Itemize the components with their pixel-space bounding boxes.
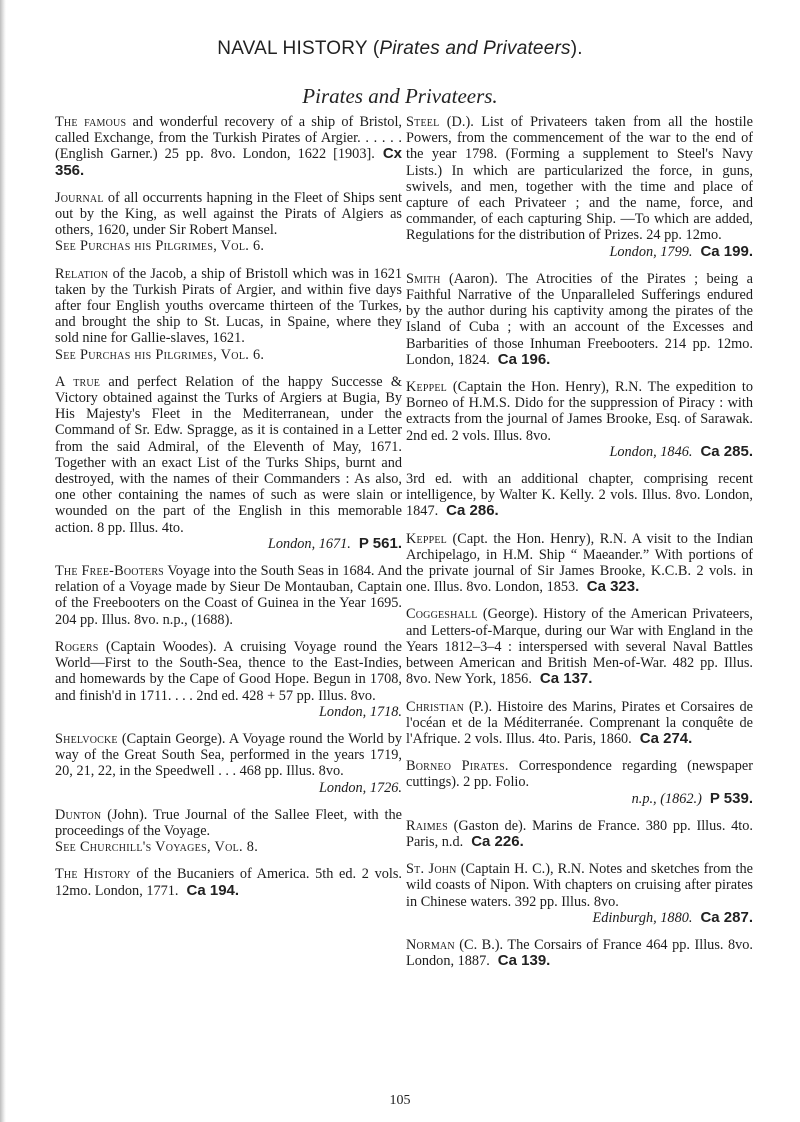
- entry-text: (Captain the Hon. Henry), R.N. The expedition to Borneo of H.M.S. Dido for the suppression of Piracy : with extracts from the journal of James Brooke, Esq. of Sarawak. 2nd ed. 2 vols. Illus. 8vo.: [406, 379, 753, 444]
- entry-text: (Captain H. C.), R.N. Notes and sketches from the wild coasts of Nipon. With chapters on cruising after pirates in Chinese waters. 392 pp. Illus. 8vo.: [406, 861, 753, 910]
- catalog-entry: [406, 861, 753, 926]
- entry-see: See Purchas his Pilgrimes, Vol. 6.: [55, 346, 265, 363]
- entry-see: See Churchill's Voyages, Vol. 8.: [55, 839, 259, 856]
- catalog-entry: [55, 639, 402, 720]
- entry-text: (Captain George). A Voyage round the World by way of the Great South Sea, performed in the years 1719, 20, 21, 22, in the Speedwell . . . 468 pp. Illus. 8vo.: [55, 730, 403, 780]
- catalog-entry: [406, 758, 753, 807]
- catalog-entry: [406, 531, 753, 596]
- shelf-code: Ca 196.: [497, 350, 551, 368]
- shelf-code: Cx 356.: [55, 145, 402, 179]
- section-title: Pirates and Privateers.: [302, 84, 498, 108]
- shelf-code: Ca 199.: [700, 242, 753, 260]
- entry-text: of all occurrents hapning in the Fleet of Ships sent out by the King, as well against the Pirats of Algiers as others, 1620, under Sir Robert Mansel.: [55, 189, 402, 239]
- entry-text: of the Bucaniers of America. 5th ed. 2 vols. 12mo. London, 1771.: [55, 866, 402, 899]
- entry-lead: The famous: [55, 114, 127, 130]
- entry-lead: The Free-Booters: [55, 563, 164, 580]
- entry-lead: Shelvocke: [55, 730, 118, 747]
- catalog-entry: [55, 266, 402, 363]
- shelf-code: Ca 139.: [497, 952, 551, 970]
- shelf-code: Ca 287.: [700, 908, 753, 926]
- entry-imprint: Edinburgh, 1880.: [592, 909, 693, 926]
- entry-see: See Purchas his Pilgrimes, Vol. 6.: [55, 238, 265, 255]
- shelf-code: Ca 286.: [446, 502, 499, 520]
- catalog-entry: [406, 699, 753, 748]
- shelf-code: P 561.: [358, 534, 402, 552]
- entry-lead: Coggeshall: [406, 606, 478, 623]
- catalog-entry: [55, 866, 402, 898]
- entry-imprint: London, 1726.: [318, 779, 402, 796]
- entry-lead: Christian: [406, 698, 465, 715]
- entry-lead: The History: [55, 866, 131, 883]
- entry-lead: Keppel: [406, 530, 447, 547]
- catalog-entry: [55, 114, 402, 179]
- catalog-entry: [55, 374, 402, 552]
- catalog-entry: [55, 190, 402, 255]
- running-header: [0, 38, 800, 60]
- shelf-code: Ca 137.: [539, 670, 593, 688]
- catalog-entry: [406, 937, 753, 969]
- shelf-code: P 539.: [709, 789, 753, 807]
- header-close: ).: [570, 38, 583, 59]
- entry-text: Correspondence regarding (newspaper cuttings). 2 pp. Folio.: [406, 758, 753, 791]
- entry-lead: Relation: [55, 265, 109, 282]
- page-edge-shadow: [0, 0, 6, 1122]
- catalog-entry: [406, 471, 753, 520]
- entry-text: and wonderful recovery of a ship of Bristol, called Exchange, from the Turkish Pirates of Argier. . . . . . (English Garner.) 25 pp. 8vo. London, 1622 [1903].: [55, 114, 402, 163]
- entry-lead: St. John: [406, 861, 457, 878]
- entry-text: (Gaston de). Marins de France. 380 pp. Illus. 4to. Paris, n.d.: [406, 817, 753, 850]
- header-main: NAVAL HISTORY (: [217, 38, 380, 59]
- entry-text: (C. B.). The Corsairs of France 464 pp. Illus. 8vo. London, 1887.: [406, 936, 753, 970]
- shelf-code: Ca 226.: [471, 832, 524, 850]
- entry-text: (Captain Woodes). A cruising Voyage round the World—First to the South-Sea, thence to the East-Indies, and homewards by the Cape of Good Hope. Begun in 1708, and finish'd in 1711. . . . 2nd ed. 428 + 57 pp. Illus. 8vo.: [55, 638, 402, 704]
- catalog-entry: [406, 818, 753, 850]
- entry-text: (John). True Journal of the Sallee Fleet, with the proceedings of the Voyage.: [55, 806, 402, 839]
- entry-imprint: London, 1718.: [318, 703, 402, 720]
- entry-lead: Keppel: [406, 379, 447, 396]
- entry-text: Voyage into the South Seas in 1684. And relation of a Voyage made by Sieur De Montauban, Captain of the Freebooters on the Coast of Guinea in the Year 1695. 204 pp. Illus. 8vo. n.p., (1688).: [55, 563, 402, 628]
- entry-lead: Raimes: [406, 817, 448, 834]
- entry-lead: Borneo Pirates.: [406, 758, 509, 775]
- entry-text: (Capt. the Hon. Henry), R.N. A visit to the Indian Archipelago, in H.M. Ship “ Maeander.” With portions of the private journal of Sir James Brooke, K.C.B. 2 vols. in one. Illus. 8vo. London, 1853.: [406, 530, 753, 596]
- entry-lead: Journal: [55, 189, 104, 206]
- catalog-entry: [406, 114, 753, 260]
- catalog-entry: [406, 379, 753, 460]
- entry-imprint: London, 1671.: [267, 535, 351, 552]
- page-number: 105: [389, 1093, 411, 1108]
- catalog-entry: [55, 807, 402, 856]
- shelf-code: Ca 323.: [586, 578, 640, 596]
- entry-text: and perfect Relation of the happy Successe & Victory obtained against the Turks of Argiers at Bugia, By His Majesty's Fleet in the Mediterranean, under the Command of Sr. Edw. Spragge, as it is contained in a Letter from the said Admiral, of the Eleventh of May, 1671. Together with an exact List of the Turks Ships, burnt and destroyed, with the names of their Commanders : As also, one other containing the names of such as were slain or wounded on the part of the English in this memorable action. 8 pp. Illus. 4to.: [55, 373, 403, 536]
- right-column: [406, 114, 753, 980]
- entry-lead: Steel: [406, 114, 440, 130]
- catalog-entry: [406, 606, 753, 687]
- shelf-code: Ca 285.: [700, 442, 753, 460]
- entry-lead: A true: [55, 373, 101, 390]
- entry-imprint: n.p., (1862.): [631, 790, 702, 807]
- entry-imprint: London, 1799.: [609, 243, 693, 260]
- left-column: [55, 114, 402, 910]
- entry-text: (P.). Histoire des Marins, Pirates et Corsaires de l'océan et de la Méditerranée. Comprenant la conquête de l'Afrique. 2 vols. Illus. 4to. Paris, 1860.: [406, 698, 753, 747]
- catalog-entry: [55, 731, 402, 796]
- entry-text: 3rd ed. with an additional chapter, comprising recent intelligence, by Walter K. Kelly. 2 vols. Illus. 8vo. London, 1847.: [406, 471, 753, 520]
- header-subtitle: Pirates and Privateers: [379, 38, 571, 59]
- entry-lead: Rogers: [55, 638, 99, 655]
- catalog-entry: [55, 563, 402, 628]
- entry-text: (D.). List of Privateers taken from all the hostile Powers, from the commencement of the war to the end of the year 1798. (Forming a supplement to Steel's Navy Lists.) In which are particularized the force, in guns, swivels, and men, together with the time and place of capture of each Privateer ; and the name, force, and commander, of each capturing Ship. —To which are added, Regulations for the distribution of Prizes. 24 pp. 12mo.: [406, 114, 753, 244]
- entry-lead: Norman: [406, 936, 455, 953]
- entry-text: (Aaron). The Atrocities of the Pirates ; being a Faithful Narrative of the Unparalleled Sufferings endured by the author during his captivity among the pirates of the Island of Cuba ; with an account of the Excesses and Barbarities of those Inhuman Freebooters. 214 pp. 12mo. London, 1824.: [406, 270, 753, 368]
- catalog-entry: [406, 271, 753, 368]
- shelf-code: Ca 274.: [639, 729, 693, 747]
- shelf-code: Ca 194.: [186, 881, 240, 899]
- entry-imprint: London, 1846.: [609, 443, 693, 460]
- entry-lead: Dunton: [55, 806, 102, 823]
- entry-lead: Smith: [406, 270, 441, 287]
- entry-text: of the Jacob, a ship of Bristoll which was in 1621 taken by the Turkish Pirats of Argier, and within five days after four English youths overcame thirteen of the Turkes, and brought the ship to St. Lucas, in Spaine, where they sold nine for Gallie-slaves, 1621.: [55, 265, 403, 347]
- entry-text: (George). History of the American Privateers, and Letters-of-Marque, during our War with England in the Years 1812–3–4 : interspersed with several Naval Battles between American and British Men-of-War. 482 pp. Illus. 8vo. New York, 1856.: [406, 606, 753, 688]
